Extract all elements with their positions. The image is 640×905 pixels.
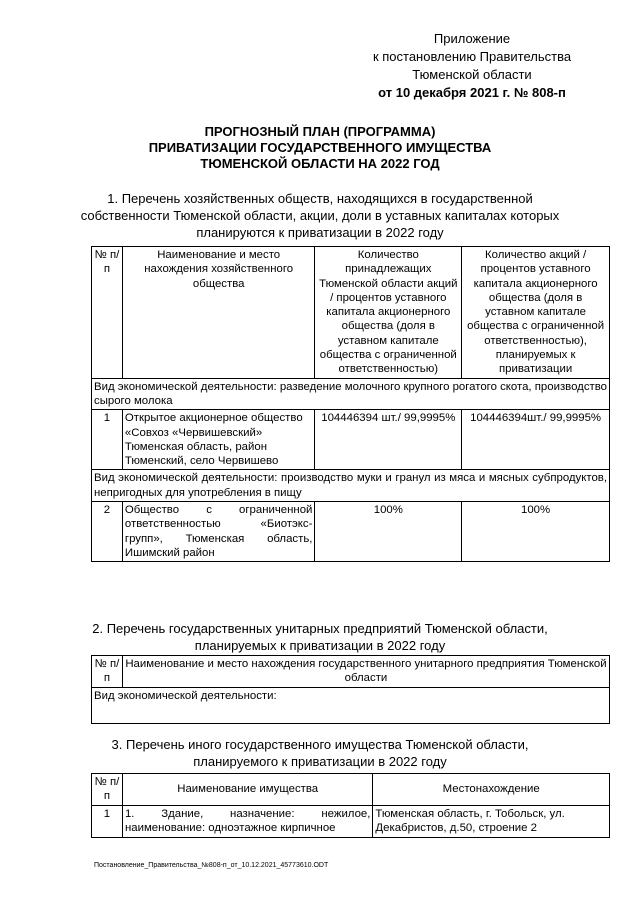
activity-row (92, 470, 610, 502)
appendix-line-2: к постановлению Правительства (372, 49, 572, 64)
header-planned-shares: Количество акций / процентов уставного капитала акционерного общества (доля в уставном капитале общества с ограниченной ответственностью), планируемых к приватизации (462, 247, 610, 379)
table-row (92, 502, 610, 562)
plan-title-line-1: ПРОГНОЗНЫЙ ПЛАН (ПРОГРАММА) (204, 124, 436, 139)
section-2-title: 2. Перечень государственных унитарных предприятий Тюменской области, планируемых к приватизации в 2022 году (92, 621, 548, 653)
owned-shares: 100% (315, 502, 462, 562)
appendix-block (352, 30, 592, 102)
plan-title-line-3: ТЮМЕНСКОЙ ОБЛАСТИ НА 2022 ГОД (200, 156, 440, 171)
table-header-row (92, 247, 610, 379)
activity-text: Вид экономической деятельности: производство муки и гранул из мяса и мясных субпродуктов, непригодных для употребления в пищу (92, 470, 610, 502)
activity-text: Вид экономической деятельности: (92, 687, 610, 723)
company-name: Открытое акционерное общество «Совхоз «Червишевский» Тюменская область, район Тюменский, село Червишево (122, 410, 315, 470)
activity-text: Вид экономической деятельности: разведение молочного крупного рогатого скота, производство сырого молока (92, 378, 610, 410)
appendix-line-1: Приложение (433, 31, 511, 46)
planned-shares: 100% (462, 502, 610, 562)
activity-row (92, 378, 610, 410)
activity-row (92, 687, 610, 723)
header-enterprise-name: Наименование и место нахождения государственного унитарного предприятия Тюменской области (122, 656, 609, 688)
header-property-name: Наименование имущества (122, 774, 372, 806)
property-name: 1. Здание, назначение: нежилое, наименование: одноэтажное кирпичное (122, 806, 372, 838)
appendix-line-3: Тюменской области (412, 67, 532, 82)
table-row (92, 806, 610, 838)
company-name: Общество с ограниченной ответственностью «Биотэкс-групп», Тюменская область, Ишимский район (122, 502, 315, 562)
property-location: Тюменская область, г. Тобольск, ул. Декабристов, д.50, строение 2 (373, 806, 610, 838)
section-1-table (91, 246, 610, 562)
header-owned-shares: Количество принадлежащих Тюменской области акций / процентов уставного капитала акционерного общества (доля в уставном капитале общества с ограниченной ответственностью) (315, 247, 462, 379)
footer-filename: Постановление_Правительства_№808-п_от_10.12.2021_45773610.ODT (94, 862, 329, 869)
row-num: 1 (92, 410, 123, 470)
appendix-date-number: от 10 декабря 2021 г. № 808-п (378, 85, 566, 100)
section-1-title: 1. Перечень хозяйственных обществ, находящихся в государственной собственности Тюменской области, акции, доли в уставных капиталах которых планируются к приватизации в 2022 году (80, 191, 560, 240)
table-header-row (92, 656, 610, 688)
header-num: № п/п (92, 656, 123, 688)
header-num: № п/п (92, 774, 123, 806)
plan-title-line-2: ПРИВАТИЗАЦИИ ГОСУДАРСТВЕННОГО ИМУЩЕСТВА (148, 140, 492, 155)
plan-title (100, 124, 540, 172)
header-location: Местонахождение (373, 774, 610, 806)
row-num: 2 (92, 502, 123, 562)
table-header-row (92, 774, 610, 806)
header-company-name: Наименование и место нахождения хозяйственного общества (122, 247, 315, 379)
planned-shares: 104446394шт./ 99,9995% (462, 410, 610, 470)
owned-shares: 104446394 шт./ 99,9995% (315, 410, 462, 470)
row-num: 1 (92, 806, 123, 838)
section-3-title: 3. Перечень иного государственного имущества Тюменской области, планируемого к приватизации в 2022 году (111, 737, 529, 769)
section-2-table (91, 655, 610, 724)
header-num: № п/п (92, 247, 123, 379)
table-row (92, 410, 610, 470)
section-3-table (91, 773, 610, 838)
